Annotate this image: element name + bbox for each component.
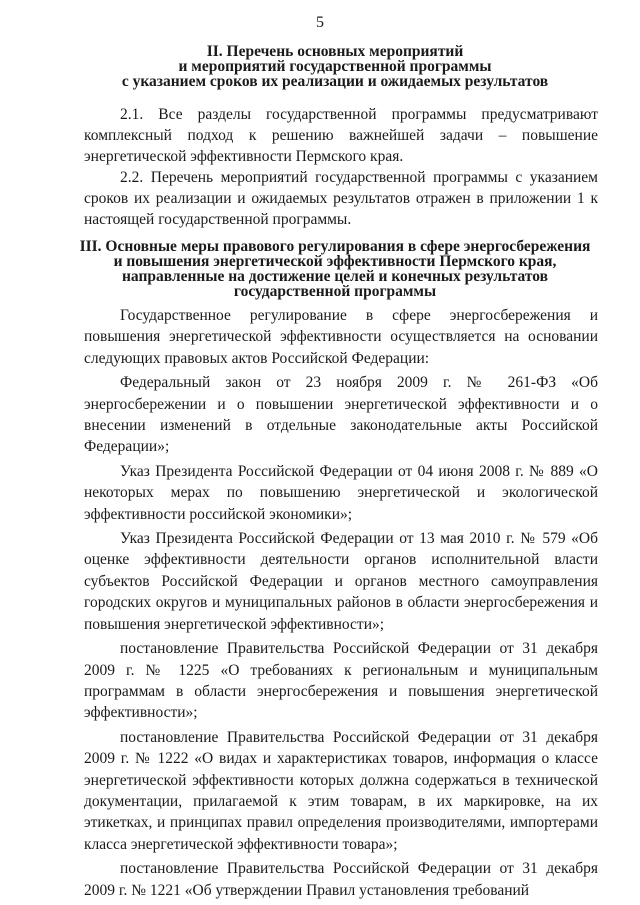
section-2-heading bbox=[70, 44, 600, 89]
section-2-heading-line: с указанием сроков их реализации и ожидаемых результатов bbox=[121, 73, 549, 90]
section-2-body bbox=[84, 104, 598, 230]
section-3-heading-line: III. Основные меры правового регулирования в сфере энергосбережения bbox=[79, 238, 591, 255]
section-2-heading-line: II. Перечень основных мероприятий bbox=[206, 43, 464, 60]
paragraph: постановление Правительства Российской Федерации от 31 декабря 2009 г. № 1222 «О видах и характеристиках товаров, информация о классе энергетической эффективности которых должна содержаться в технической документации, прилагаемой к этим товарам, в их маркировке, на их этикетках, и принципах правил определения производителями, импортерами класса энергетической эффективности товара»; bbox=[84, 728, 598, 853]
section-3-heading bbox=[70, 239, 600, 299]
section-2-heading-line: и мероприятий государственной программы bbox=[178, 58, 492, 75]
paragraph: Указ Президента Российской Федерации от 04 июня 2008 г. № 889 «О некоторых мерах по повышению энергетической и экологической эффективности российской экономики»; bbox=[84, 462, 598, 523]
section-3-heading-line: направленные на достижение целей и конечных результатов bbox=[121, 268, 548, 285]
page-number: 5 bbox=[316, 14, 324, 31]
section-3-body bbox=[84, 305, 598, 904]
paragraph: Государственное регулирование в сфере энергосбережения и повышения энергетической эффективности осуществляется на основании следующих правовых актов Российской Федерации: bbox=[84, 307, 598, 367]
paragraph: Указ Президента Российской Федерации от 13 мая 2010 г. № 579 «Об оценке эффективности деятельности органов исполнительной власти субъектов Российской Федерации и органов местного самоуправления городских округов и муниципальных районов в области энергосбережения и повышения энергетической эффективности»; bbox=[84, 530, 598, 633]
paragraph: постановление Правительства Российской Федерации от 31 декабря 2009 г. № 1225 «О требованиях к региональным и муниципальным программам в области энергосбережения и повышения энергетической эффективности»; bbox=[84, 640, 598, 722]
paragraph: 2.2. Перечень мероприятий государственной программы с указанием сроков их реализации и ожидаемых результатов отражен в приложении 1 к настоящей государственной программы. bbox=[84, 169, 598, 228]
paragraph: Федеральный закон от 23 ноября 2009 г. № 261-ФЗ «Об энергосбережении и о повышении энергетической эффективности и о внесении изменений в отдельные законодательные акты Российской Федерации»; bbox=[84, 374, 598, 456]
section-3-heading-line: государственной программы bbox=[233, 283, 437, 300]
paragraph: постановление Правительства Российской Федерации от 31 декабря 2009 г. № 1221 «Об утверждении Правил установления требований bbox=[84, 860, 598, 899]
section-3-heading-line: и повышения энергетической эффективности Пермского края, bbox=[113, 253, 557, 270]
paragraph: 2.1. Все разделы государственной программы предусматривают комплексный подход к решению важнейшей задачи – повышение энергетической эффективности Пермского края. bbox=[84, 106, 598, 165]
